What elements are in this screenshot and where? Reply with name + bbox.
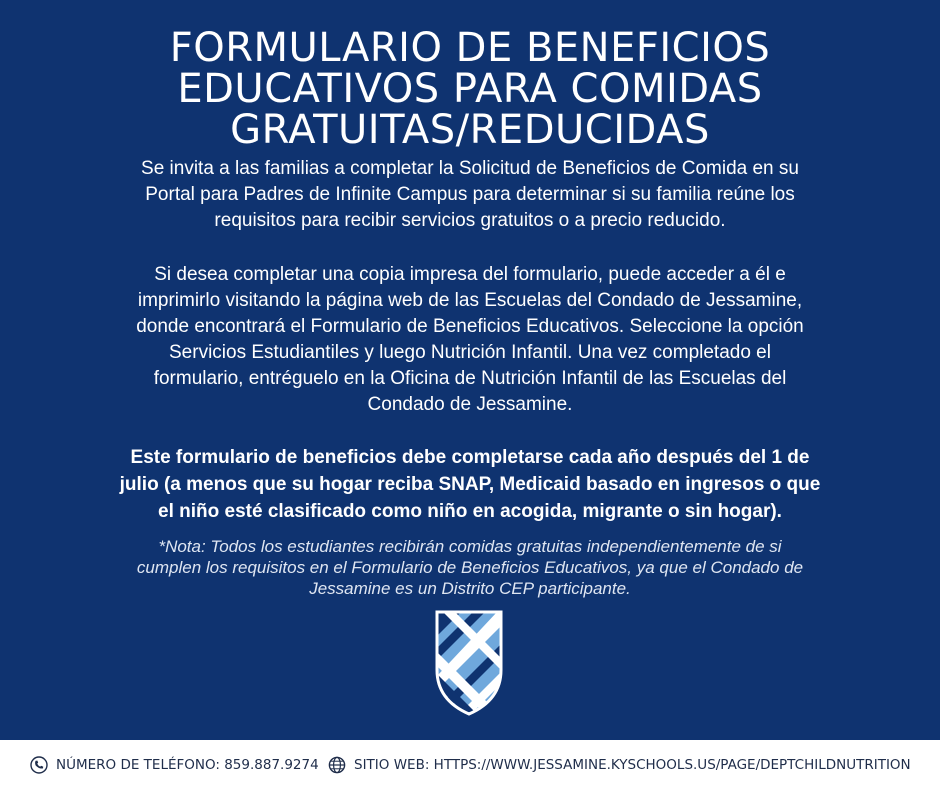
phone-text: NÚMERO DE TELÉFONO: 859.887.9274 <box>56 757 319 773</box>
shield-logo-icon <box>433 608 505 718</box>
print-copy-paragraph: Si desea completar una copia impresa del formulario, puede acceder a él e imprimirlo visitando la página web de las Escuelas del Condado de Jessamine, donde encontrará el Formulario de Beneficios Educativos. Seleccione la opción Servicios Estudiantiles y luego Nutrición Infantil. Una vez completado el formulario, entréguelo en la Oficina de Nutrición Infantil de las Escuelas del Condado de Jessamine. <box>136 264 804 415</box>
phone-icon <box>30 756 48 774</box>
website-text: SITIO WEB: HTTPS://WWW.JESSAMINE.KYSCHOOLS.US/PAGE/DEPTCHILDNUTRITION <box>354 757 911 773</box>
note-paragraph: *Nota: Todos los estudiantes recibirán comidas gratuitas independientemente de si cumplen los requisitos en el Formulario de Beneficios Educativos, ya que el Condado de Jessamine es un Distrito CEP participante. <box>136 537 804 598</box>
page-title: FORMULARIO DE BENEFICIOS EDUCATIVOS PARA COMIDAS GRATUITAS/REDUCIDAS <box>169 25 771 153</box>
footer-website[interactable] <box>328 756 911 774</box>
footer-phone[interactable] <box>30 756 319 774</box>
intro-paragraph: Se invita a las familias a completar la Solicitud de Beneficios de Comida en su Portal para Padres de Infinite Campus para determinar si su familia reúne los requisitos para recibir servicios gratuitos o a precio reducido. <box>141 158 799 231</box>
globe-icon <box>328 756 346 774</box>
annual-notice-paragraph: Este formulario de beneficios debe completarse cada año después del 1 de julio (a menos que su hogar reciba SNAP, Medicaid basado en ingresos o que el niño esté clasificado como niño en acogida, migrante o sin hogar). <box>119 447 821 522</box>
footer-bar <box>0 740 940 788</box>
